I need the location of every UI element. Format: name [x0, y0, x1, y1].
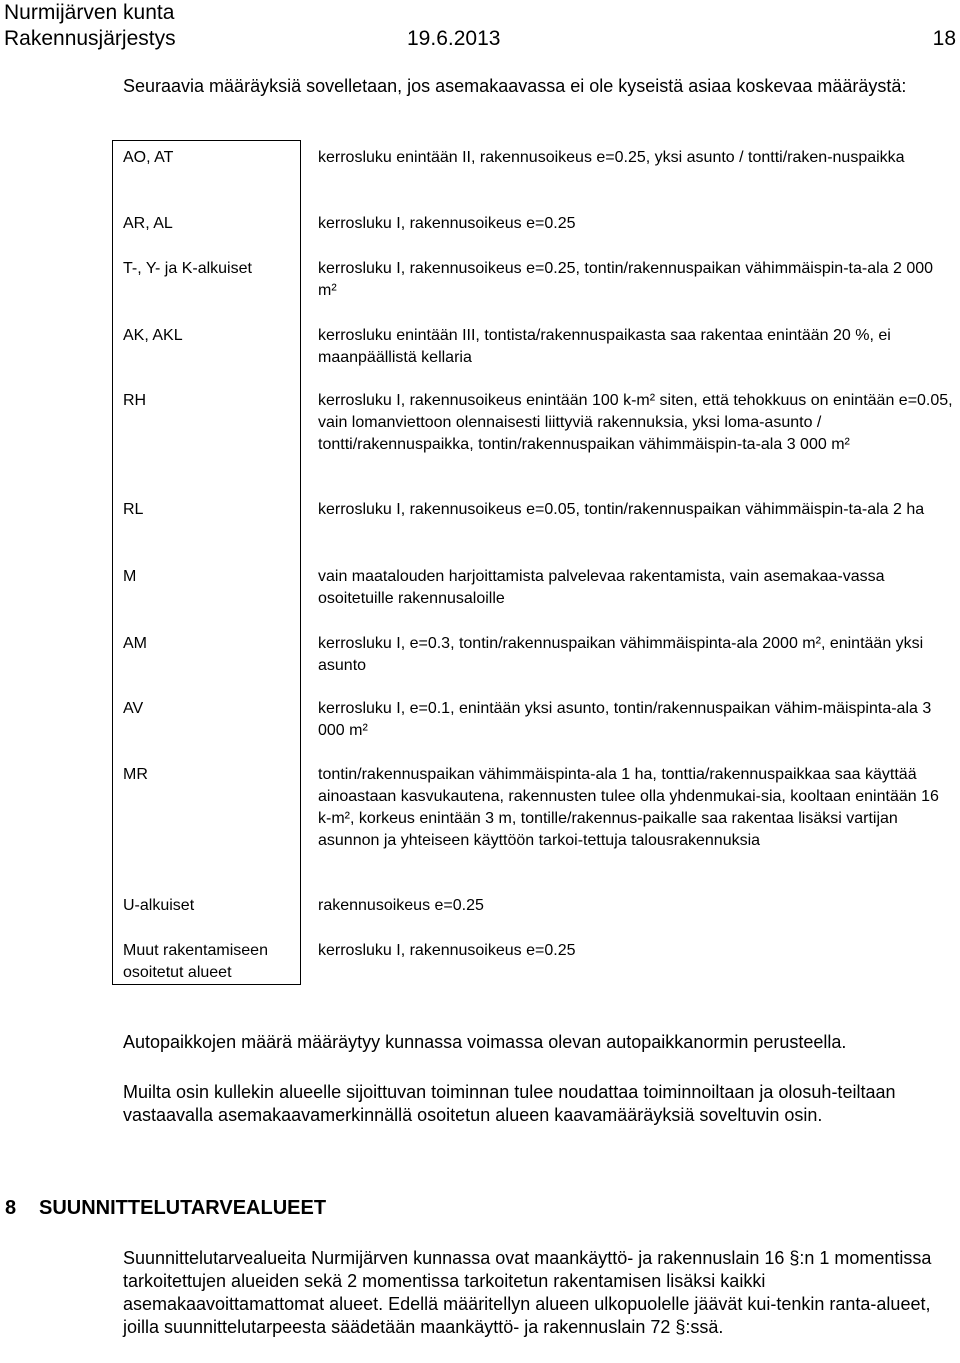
regulation-text: kerrosluku I, e=0.1, enintään yksi asunto, tontin/rakennuspaikan vähim-mäispinta-ala 3 000 m² [318, 700, 932, 739]
regulation-code: AK, AKL [123, 327, 183, 344]
regulation-code: M [123, 568, 137, 585]
document-date: 19.6.2013 [407, 27, 501, 50]
regulation-code: AO, AT [123, 149, 174, 166]
regulation-code: MR [123, 766, 148, 783]
parking-paragraph: Autopaikkojen määrä määräytyy kunnassa voimassa olevan autopaikkanormin perusteella. [123, 1032, 847, 1052]
regulation-code: T-, Y- ja K-alkuiset [123, 260, 252, 277]
section-number: 8 [5, 1197, 17, 1219]
regulation-text: kerrosluku I, rakennusoikeus e=0.05, tontin/rakennuspaikan vähimmäispin-ta-ala 2 ha [318, 501, 925, 518]
regulation-text: kerrosluku enintään II, rakennusoikeus e=0.25, yksi asunto / tontti/raken-nuspaikka [318, 149, 905, 166]
regulation-code: RL [123, 501, 144, 518]
regulation-code: AR, AL [123, 215, 173, 232]
regulation-text: kerrosluku I, rakennusoikeus enintään 100 k-m² siten, että tehokkuus on enintään e=0.05, vain lomanviettoon olennaisesti liittyviä rakennuksia, yksi loma-asunto / tontti/rakennuspaikka, tontin/rakennuspaikan vähimmäispin-ta-ala 3 000 m² [318, 392, 953, 453]
intro-text: Seuraavia määräyksiä sovelletaan, jos asemakaavassa ei ole kyseistä asiaa koskevaa määräystä: [123, 76, 907, 96]
organization-name: Nurmijärven kunta [4, 1, 175, 24]
regulation-code: Muut rakentamiseen osoitetut alueet [123, 942, 268, 981]
regulation-code: AM [123, 635, 147, 652]
section-title: SUUNNITTELUTARVEALUEET [39, 1197, 327, 1219]
regulation-text: kerrosluku I, rakennusoikeus e=0.25 [318, 942, 576, 959]
regulation-text: kerrosluku I, e=0.3, tontin/rakennuspaikan vähimmäispinta-ala 2000 m², enintään yksi asunto [318, 635, 924, 674]
regulation-text: kerrosluku enintään III, tontista/rakennuspaikasta saa rakentaa enintään 20 %, ei maanpäällistä kellaria [318, 327, 891, 366]
regulation-text: kerrosluku I, rakennusoikeus e=0.25 [318, 215, 576, 232]
regulation-text: tontin/rakennuspaikan vähimmäispinta-ala 1 ha, tonttia/rakennuspaikkaa saa käyttää ainoastaan kasvukautena, rakennusten tulee olla yhdenmukai-sia, kooltaan enintään 16 k-m², korkeus enintään 3 m, tontille/rakennus-paikalle saa rakentaa lisäksi vartijan asunnon ja yhteiseen käyttöön tarkoi-tettuja talousrakennuksia [318, 766, 939, 849]
regulation-text: rakennusoikeus e=0.25 [318, 897, 484, 914]
header-line [4, 26, 956, 52]
regulation-code: U-alkuiset [123, 897, 195, 914]
regulation-text: kerrosluku I, rakennusoikeus e=0.25, tontin/rakennuspaikan vähimmäispin-ta-ala 2 000 m² [318, 260, 934, 299]
page-header [4, 0, 956, 52]
section-body: Suunnittelutarvealueita Nurmijärven kunnassa ovat maankäyttö- ja rakennuslain 16 §:n 1 momentissa tarkoitettujen alueiden sekä 2 momentissa tarkoitetun rakentamisen lisäksi kaikki asemakaavoittamattomat alueet. Edellä määritellyn alueen ulkopuolelle jäävät kui-tenkin ranta-alueet, joilla suunnittelutarpeesta säädetään maankäyttö- ja rakennuslain 72 §:ssä. [123, 1248, 932, 1337]
document-title: Rakennusjärjestys [4, 27, 176, 50]
page-number: 18 [932, 27, 956, 50]
regulation-code: AV [123, 700, 144, 717]
regulation-text: vain maatalouden harjoittamista palvelevaa rakentamista, vain asemakaa-vassa osoitetuille rakennusaloille [318, 568, 885, 607]
other-areas-paragraph: Muilta osin kullekin alueelle sijoittuvan toiminnan tulee noudattaa toiminnoiltaan ja olosuh-teiltaan vastaavalla asemakaavamerkinnällä osoitetun alueen kaavamääräyksiä soveltuvin osin. [123, 1082, 896, 1125]
regulation-code: RH [123, 392, 147, 409]
